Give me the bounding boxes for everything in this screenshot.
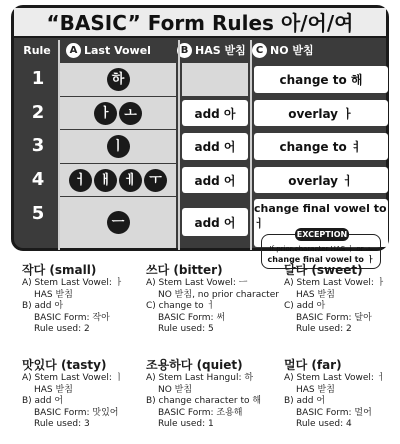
header-has-batchim: [177, 40, 249, 62]
example-line: A) Stem Last Vowel: ㅏ: [22, 278, 124, 289]
example-title: 쓰다 (bitter): [146, 263, 223, 277]
example-line: A) Stem Last Vowel: ㅡ: [146, 278, 248, 289]
example-line: HAS 받침: [34, 289, 73, 300]
no-batchim-cell: change to ㅕ: [254, 133, 388, 160]
vowel-cell: [60, 130, 176, 163]
rule-number: 5: [31, 203, 45, 224]
example-line: A) Stem Last Vowel: ㅓ: [284, 373, 386, 384]
header-has-batchim-label: HAS 받침: [195, 44, 246, 57]
rule-number: 1: [31, 68, 45, 89]
vowel-circle: ㅏ: [94, 102, 117, 125]
example-title: 맛있다 (tasty): [22, 358, 107, 372]
example-line: C) add 아: [284, 301, 326, 312]
example-line: BASIC Form: 멀어: [296, 407, 372, 418]
no-batchim-cell: [254, 199, 388, 264]
example-line: BASIC Form: 조용해: [158, 407, 243, 418]
example-line: B) add 어: [22, 396, 64, 407]
column-divider: [178, 40, 180, 250]
no-batchim-cell: overlay ㅏ: [254, 100, 388, 126]
vowel-circle: ㅔ: [119, 169, 142, 192]
example-line: NO 받침: [158, 384, 193, 395]
example-line: B) add 어: [284, 396, 326, 407]
example-line: C) change to ㅓ: [146, 301, 216, 312]
letter-a-badge: A: [66, 43, 81, 58]
vowel-circle: ㅡ: [107, 211, 130, 234]
example-title: 멀다 (far): [284, 358, 342, 372]
header-last-vowel: [66, 40, 176, 62]
example-line: Rule used: 2: [296, 324, 352, 335]
example-line: A) Stem Last Vowel: ㅏ: [284, 278, 386, 289]
letter-c-badge: C: [252, 43, 267, 58]
rule-number: 2: [31, 102, 45, 123]
vowel-circle: ㅓ: [69, 169, 92, 192]
has-batchim-cell: add 어: [182, 167, 248, 193]
example-line: A) Stem Last Hangul: 하: [146, 373, 254, 384]
example-line: BASIC Form: 작아: [34, 312, 110, 323]
exception-result: change final vowel to ㅏ: [267, 255, 375, 264]
vowel-cell: [60, 63, 176, 96]
vowel-cell: [60, 164, 176, 196]
example-line: Rule used: 1: [158, 419, 214, 430]
example-line: HAS 받침: [34, 384, 73, 395]
rule-number: 3: [31, 135, 45, 156]
example-title: 조용하다 (quiet): [146, 358, 243, 372]
example-line: BASIC Form: 써: [158, 312, 226, 323]
example-line: Rule used: 3: [34, 419, 90, 430]
header-rule: Rule: [23, 44, 51, 57]
vowel-circle: ㅜ: [144, 169, 167, 192]
column-divider: [250, 40, 252, 250]
rule-number: 4: [31, 169, 45, 190]
example-line: Rule used: 2: [34, 324, 90, 335]
header-no-batchim-label: NO 받침: [270, 44, 314, 57]
letter-b-badge: B: [177, 43, 192, 58]
example-title: 달다 (sweet): [284, 263, 363, 277]
no-batchim-cell: change to 해: [254, 66, 388, 93]
example-line: Rule used: 4: [296, 419, 352, 430]
rules-card: [11, 5, 389, 264]
example-line: B) add 아: [22, 301, 64, 312]
example-block: [22, 360, 152, 430]
example-block: [146, 360, 276, 430]
example-block: [146, 263, 279, 335]
example-line: Rule used: 5: [158, 324, 214, 335]
example-line: BASIC Form: 맛있어: [34, 407, 119, 418]
example-line: BASIC Form: 달아: [296, 312, 372, 323]
header-no-batchim: [252, 40, 386, 62]
has-batchim-cell: add 어: [182, 133, 248, 160]
example-line: HAS 받침: [296, 384, 335, 395]
has-batchim-cell: add 어: [182, 208, 248, 236]
vowel-circle: ㅐ: [94, 169, 117, 192]
page-title: “BASIC” Form Rules 아/어/여: [14, 8, 386, 38]
has-batchim-cell: add 아: [182, 100, 248, 126]
vowel-cell: [60, 197, 176, 248]
vowel-cell: [60, 97, 176, 129]
example-title: 작다 (small): [22, 263, 97, 277]
change-final-vowel-text: change final vowel to ㅓ: [254, 202, 387, 230]
no-batchim-cell: overlay ㅓ: [254, 167, 388, 193]
example-line: HAS 받침: [296, 289, 335, 300]
example-block: [22, 265, 152, 335]
example-block: [284, 265, 394, 335]
vowel-circle: ㅣ: [107, 135, 130, 158]
example-line: A) Stem Last Vowel: ㅣ: [22, 373, 124, 384]
vowel-circle: 하: [107, 68, 130, 91]
example-line: NO 받침, no prior character: [158, 289, 279, 300]
header-last-vowel-label: Last Vowel: [84, 44, 151, 57]
exception-condition: If prior character HAS ㅏ or ㅗ: [269, 245, 373, 253]
example-line: B) change character to 해: [146, 396, 262, 407]
has-batchim-cell: [182, 63, 248, 96]
example-block: [284, 360, 394, 430]
vowel-circle: ㅗ: [119, 102, 142, 125]
exception-tag: EXCEPTION: [296, 230, 348, 239]
